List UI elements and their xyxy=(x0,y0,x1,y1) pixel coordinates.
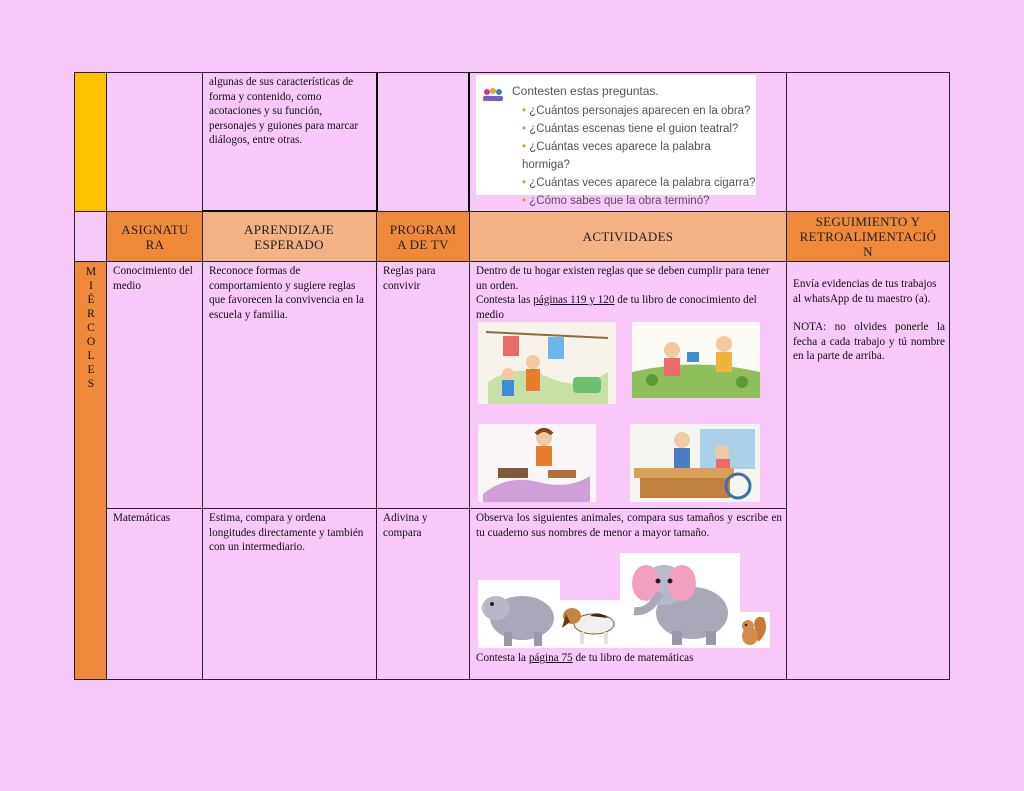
yellow-strip xyxy=(75,73,106,212)
grid-line xyxy=(106,508,787,509)
question-item: • ¿Cómo sabes que la obra terminó? xyxy=(522,195,710,207)
row1-aprendizaje: Reconoce formas de comportamiento y sugiere reglas que favorecen la convivencia en la escuela y familia. xyxy=(209,265,364,321)
row1-actividad-text: Dentro de tu hogar existen reglas que se deben cumplir para tener un orden. xyxy=(476,265,770,292)
grid-line xyxy=(74,72,950,73)
illustration-elephant xyxy=(620,553,740,648)
question-item: • ¿Cuántas veces aparece la palabra hormiga? xyxy=(522,141,711,171)
header-seguimiento: SEGUIMIENTO Y RETROALIMENTACIÓ N xyxy=(799,214,937,259)
illustration-dog xyxy=(560,600,620,648)
grid-line xyxy=(949,72,950,680)
grid-line xyxy=(74,679,950,680)
questions-list xyxy=(522,102,756,210)
illustration-squirrel xyxy=(738,612,770,648)
question-item: • ¿Cuántas veces aparece la palabra cigarra? xyxy=(522,177,756,189)
grid-line xyxy=(106,72,107,680)
page-link[interactable]: páginas 119 y 120 xyxy=(533,294,615,306)
row1-programa: Reglas para convivir xyxy=(383,265,436,292)
question-item: • ¿Cuántos personajes aparecen en la obra? xyxy=(522,105,751,117)
illustration-family-laundry xyxy=(478,322,616,404)
illustration-father-kitchen xyxy=(630,424,760,502)
row2-aprendizaje: Estima, compara y ordena longitudes directamente y también con un intermediario. xyxy=(209,512,364,553)
row1-actividad-pages: Contesta las páginas 119 y 120 de tu libro de conocimiento del medio xyxy=(476,294,757,321)
page-link[interactable]: página 75 xyxy=(528,652,573,664)
illustration-boy-tidying xyxy=(478,424,596,502)
grid-line xyxy=(74,261,950,262)
grid-line xyxy=(469,212,470,680)
seguimiento-evidencias: Envía evidencias de tus trabajos al whatsApp de tu maestro (a). xyxy=(793,278,937,305)
row2-asignatura: Matemáticas xyxy=(113,512,171,524)
questions-title: Contesten estas preguntas. xyxy=(512,84,659,98)
header-programa: PROGRAM A DE TV xyxy=(389,221,457,252)
grid-line xyxy=(202,210,377,212)
seguimiento-nota: NOTA: no olvides ponerle la fecha a cada trabajo y tú nombre en la parte de arriba. xyxy=(793,321,945,362)
questions-image xyxy=(476,75,756,207)
grid-line xyxy=(202,72,203,680)
question-item: • ¿Cuántas escenas tiene el guion teatral? xyxy=(522,123,739,135)
header-asignatura: ASIGNATU RA xyxy=(121,221,189,252)
row1-asignatura: Conocimiento del medio xyxy=(113,265,193,292)
row1-actividad xyxy=(476,264,782,322)
row2-actividad-pages: Contesta la página 75 de tu libro de matemáticas xyxy=(476,652,694,664)
grid-line xyxy=(376,72,378,212)
header-aprendizaje: APRENDIZAJE ESPERADO xyxy=(244,221,334,252)
illustration-children-garden xyxy=(632,322,760,398)
people-icon xyxy=(482,87,504,103)
grid-line xyxy=(786,72,787,680)
aprendizaje-continuation: algunas de sus características de forma y contenido, como acotaciones y su función, personajes y guiones para marcar diálogos, entre otras. xyxy=(209,76,359,146)
grid-line xyxy=(468,72,470,212)
row2-actividad-text: Observa los siguientes animales, compara sus tamaños y escribe en tu cuaderno sus nombres de menor a mayor tamaño. xyxy=(476,512,782,539)
row2-programa: Adivina y compara xyxy=(383,512,428,539)
grid-line xyxy=(74,72,75,680)
day-label: M I É R C O L E S xyxy=(85,266,97,390)
seguimiento-text xyxy=(793,277,945,364)
header-actividades: ACTIVIDADES xyxy=(582,229,674,244)
grid-line xyxy=(376,212,377,680)
illustration-hippo xyxy=(478,580,560,648)
